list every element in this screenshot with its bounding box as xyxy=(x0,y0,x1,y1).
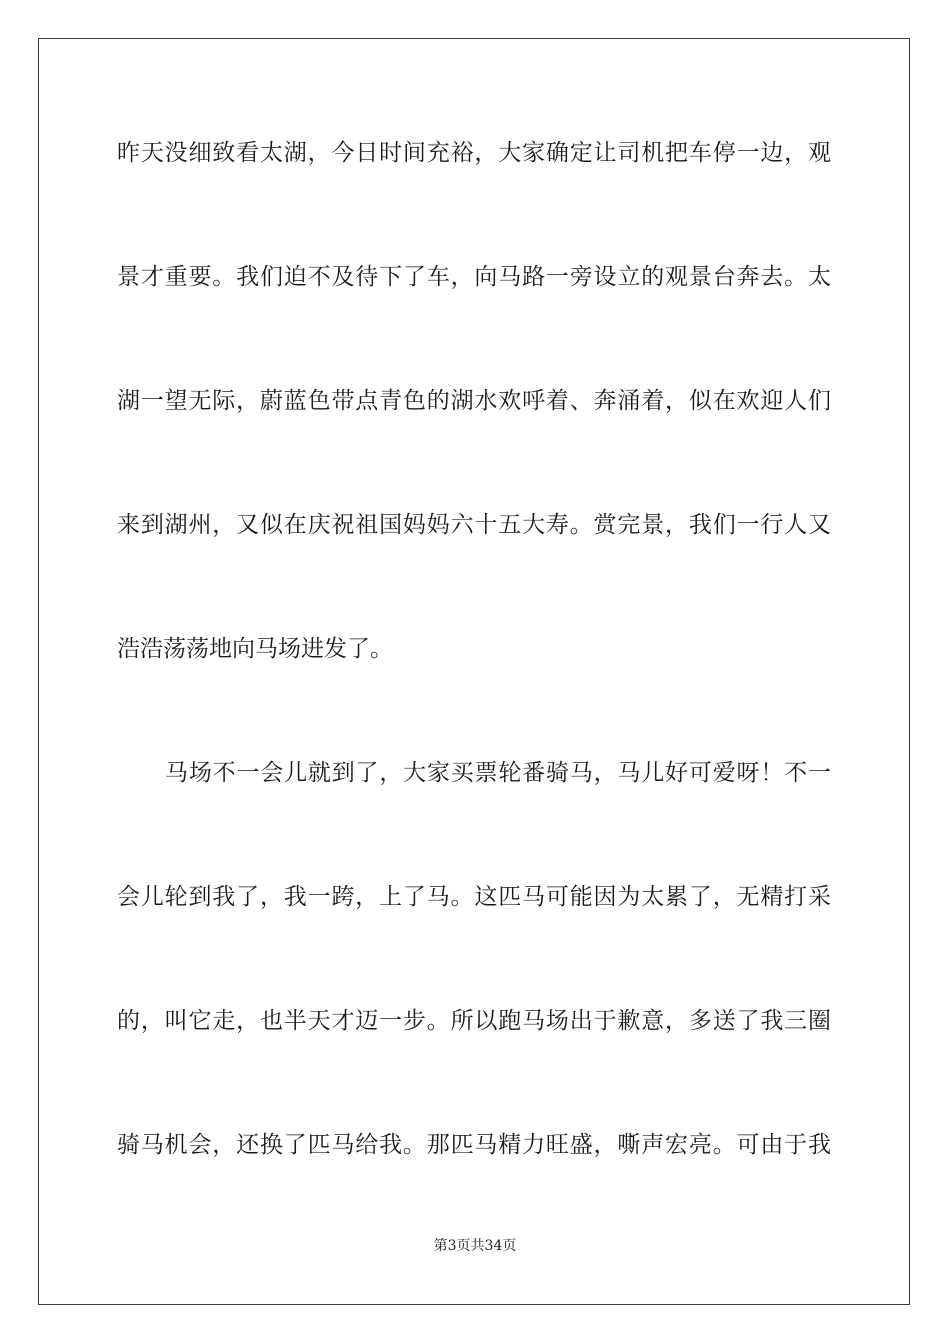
text-line-4: 来到湖州，又似在庆祝祖国妈妈六十五大寿。赏完景，我们一行人又 xyxy=(117,512,831,538)
document-page xyxy=(38,38,910,1305)
text-line-5: 浩浩荡荡地向马场进发了。 xyxy=(117,636,393,662)
text-line-9: 骑马机会，还换了匹马给我。那匹马精力旺盛，嘶声宏亮。可由于我 xyxy=(117,1132,831,1158)
text-line-8: 的，叫它走，也半天才迈一步。所以跑马场出于歉意，多送了我三圈 xyxy=(117,1008,831,1034)
text-line-3: 湖一望无际，蔚蓝色带点青色的湖水欢呼着、奔涌着，似在欢迎人们 xyxy=(117,388,831,414)
text-line-6: 马场不一会儿就到了，大家买票轮番骑马，马儿好可爱呀！不一 xyxy=(165,760,831,786)
text-line-2: 景才重要。我们迫不及待下了车，向马路一旁设立的观景台奔去。太 xyxy=(117,264,831,290)
page-total: 共34页 xyxy=(470,1238,517,1254)
text-line-1: 昨天没细致看太湖，今日时间充裕，大家确定让司机把车停一边，观 xyxy=(117,140,831,166)
page-footer xyxy=(39,1237,911,1255)
page-number: 第3页 xyxy=(433,1238,471,1254)
text-line-7: 会儿轮到我了，我一跨，上了马。这匹马可能因为太累了，无精打采 xyxy=(117,884,831,910)
